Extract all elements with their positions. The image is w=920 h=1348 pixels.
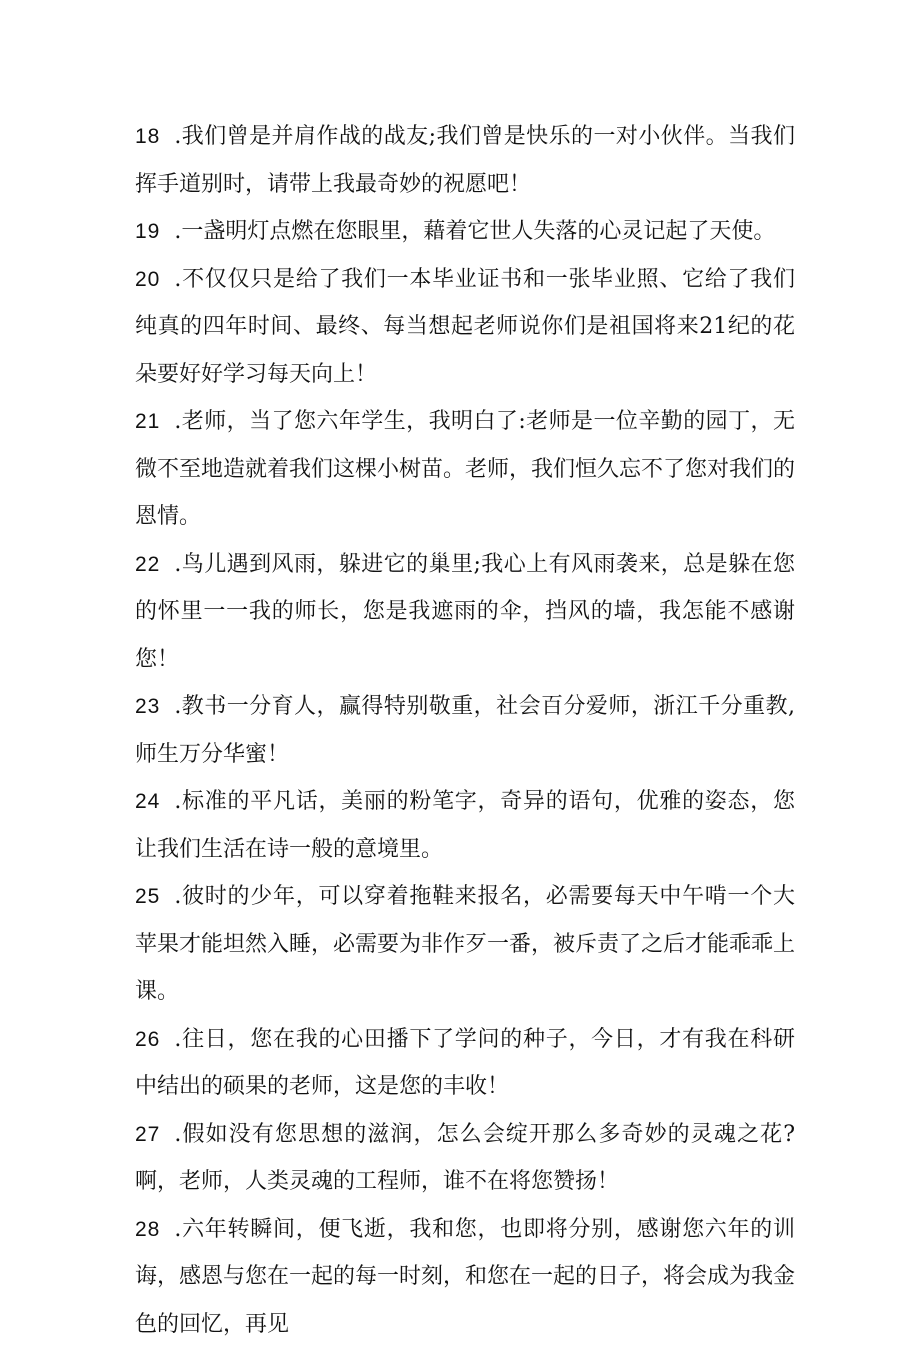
paragraph-number: 24 <box>135 790 160 813</box>
paragraph-28 <box>135 1206 795 1348</box>
paragraph-number: 22 <box>135 553 160 576</box>
paragraph-text: .老师，当了您六年学生，我明白了:老师是一位辛勤的园丁，无微不至地造就着我们这棵小树苗。老师，我们恒久忘不了您对我们的恩情。 <box>135 409 795 529</box>
paragraph-text: .一盏明灯点燃在您眼里，藉着它世人失落的心灵记起了天使。 <box>174 219 775 244</box>
paragraph-number: 28 <box>135 1218 160 1241</box>
document-body <box>135 113 795 1348</box>
paragraph-number: 21 <box>135 410 160 433</box>
paragraph-20 <box>135 256 795 399</box>
paragraph-number: 27 <box>135 1123 160 1146</box>
paragraph-18 <box>135 113 795 208</box>
paragraph-19 <box>135 208 795 256</box>
paragraph-text: .假如没有您思想的滋润，怎么会绽开那么多奇妙的灵魂之花?啊，老师，人类灵魂的工程师，谁不在将您赞扬！ <box>135 1122 795 1195</box>
paragraph-text: .教书一分育人，赢得特别敬重，社会百分爱师，浙江千分重教,师生万分华蜜！ <box>135 694 795 767</box>
paragraph-23 <box>135 683 795 778</box>
paragraph-number: 25 <box>135 885 160 908</box>
paragraph-21 <box>135 398 795 541</box>
paragraph-number: 19 <box>135 220 160 243</box>
paragraph-number: 18 <box>135 125 160 148</box>
paragraph-number: 23 <box>135 695 160 718</box>
paragraph-text: .鸟儿遇到风雨，躲进它的巢里;我心上有风雨袭来，总是躲在您的怀里一一我的师长，您是我遮雨的伞，挡风的墙，我怎能不感谢您！ <box>135 552 795 672</box>
paragraph-25 <box>135 873 795 1016</box>
paragraph-text: .往日，您在我的心田播下了学问的种子，今日，才有我在科研中结出的硕果的老师，这是您的丰收！ <box>135 1027 795 1100</box>
paragraph-text: .不仅仅只是给了我们一本毕业证书和一张毕业照、它给了我们纯真的四年时间、最终、每当想起老师说你们是祖国将来21纪的花朵要好好学习每天向上！ <box>135 267 795 387</box>
paragraph-24 <box>135 778 795 873</box>
paragraph-27 <box>135 1111 795 1206</box>
paragraph-26 <box>135 1016 795 1111</box>
paragraph-number: 20 <box>135 268 160 291</box>
paragraph-number: 26 <box>135 1028 160 1051</box>
paragraph-text: .我们曾是并肩作战的战友;我们曾是快乐的一对小伙伴。当我们挥手道别时，请带上我最奇妙的祝愿吧！ <box>135 124 795 197</box>
paragraph-22 <box>135 541 795 684</box>
paragraph-text: .六年转瞬间，便飞逝，我和您，也即将分别，感谢您六年的训诲，感恩与您在一起的每一时刻，和您在一起的日子，将会成为我金色的回忆，再见 <box>135 1217 795 1337</box>
paragraph-text: .彼时的少年，可以穿着拖鞋来报名，必需要每天中午啃一个大苹果才能坦然入睡，必需要为非作歹一番，被斥责了之后才能乖乖上课。 <box>135 884 795 1004</box>
paragraph-text: .标准的平凡话，美丽的粉笔字，奇异的语句，优雅的姿态，您让我们生活在诗一般的意境里。 <box>135 789 795 862</box>
